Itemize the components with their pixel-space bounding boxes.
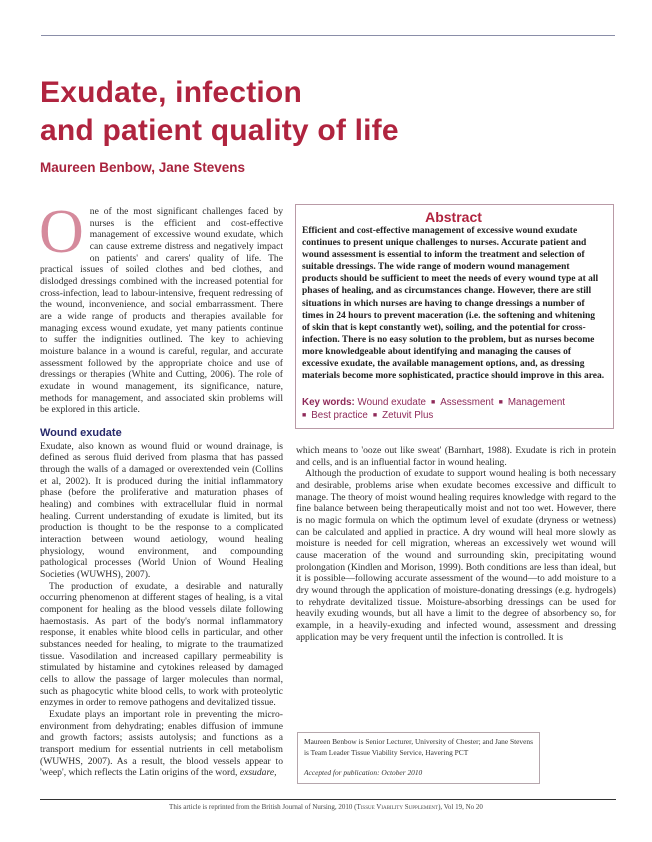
author-bio-box xyxy=(297,732,540,784)
footer-prefix: This article is reprinted from the British Journal of Nursing, 2010 ( xyxy=(169,803,357,811)
keyword: Management xyxy=(507,397,566,409)
bullet-icon: ■ xyxy=(498,399,503,407)
section-heading: Wound exudate xyxy=(40,426,122,439)
keyword: Assessment xyxy=(440,397,494,409)
drop-cap: O xyxy=(39,198,84,266)
bullet-icon: ■ xyxy=(431,399,436,407)
keywords-label: Key words: xyxy=(302,397,355,409)
body-paragraph xyxy=(40,709,283,779)
keyword: Wound exudate xyxy=(357,397,426,409)
latin-term: exsudare, xyxy=(239,767,277,779)
intro-text: ne of the most significant challenges faced by nurses is the efficient and cost-effective management of excessive wound exudate, which can cause extreme distress and negatively impact on patients' and carers' quality of life. The practical issues of soiled clothes and bed clothes, and dislodged dressings combined with the increased potential for cross-infection, lead to labour-intensive, frequent redressing of the wound, inconvenience, and social embarrassment. There are a wide range of products and therapies available for managing excess wound exudate, yet many patients continue to suffer the indignities outlined. The key to achieving moisture balance in a wound is careful, regular, and accurate assessment followed by the appropriate choice and use of dressings or therapies (White and Cutting, 2006). The role of exudate in wound management, its significance, nature, methods for management, and associated skin problems will be explored in this article. xyxy=(40,206,283,416)
article-authors: Maureen Benbow, Jane Stevens xyxy=(40,160,246,175)
footer-suffix: ), Vol 19, No 20 xyxy=(438,803,483,811)
abstract-box xyxy=(295,204,614,429)
left-column xyxy=(39,198,283,779)
bullet-icon: ■ xyxy=(372,412,378,420)
header-rule xyxy=(41,35,615,36)
body-paragraph: Exudate, also known as wound fluid or wound drainage, is defined as serous fluid derived from plasma that has passed through the walls of a damaged or overextended vein (Collins et al, 2002). It is produced during the initial inflammatory phase (before the proliferative and maturation phases of healing) and combines with extracellular fluid in normal healing. Current understanding of exudate is limited, but its production is thought to be the response to a complicated interaction between wound aetiology, wound healing physiology, wound environment, and compounding pathological processes (World Union of Wound Healing Societies (WUWHS), 2007). xyxy=(40,440,283,581)
footer-supplement: Tissue Viability Supplement xyxy=(356,803,439,811)
body-paragraph-text: Exudate plays an important role in preventing the micro-environment from dehydrating; enables diffusion of immune and growth factors; assists autolysis; and functions as a transport medium for essential nutrients in cell metabolism (WUWHS, 2007). As a result, the blood vessels appear to 'weep', which reflects the Latin origins of the word, xyxy=(40,708,283,779)
title-line-1: Exudate, infection xyxy=(40,76,302,109)
body-paragraph: Although the production of exudate to support wound healing is both necessary and desirable, problems arise when exudate becomes excessive and difficult to manage. The theory of moist wound healing requires knowledge with regard to the fine balance between being therapeutically moist and not too wet. However, there is no magic formula on which the optimum level of exudate (dryness or wetness) can be calculated and applied in practice. A dry wound will heal more slowly as moisture is needed for cell migration, whereas an excessively wet wound will cause maceration of the wound and surrounding skin, precipitating wound prolongation (Kindlen and Morison, 1999). Both conditions are less than ideal, but it is possible—following accurate assessment of the wound—to add moisture to a dry wound through the application of moisture-donating dressings (e.g. hydrogels) to rehydrate devitalized tissue. Moisture-absorbing dressings can be used for heavily exuding wounds, but all have a limit to the degree of absorbency so, for example, in a heavily-exuding and infected wound, assessment and dressing application may be very frequent until the infection is controlled. It is xyxy=(296,468,616,643)
abstract-body: Efficient and cost-effective management of excessive wound exudate continues to present unique challenges to nurses. Accurate patient and wound assessment is essential to inform the treatment and selection of suitable dressings. The wide range of modern wound management products should be sufficient to meet the needs of every wound type at all phases of healing, and as circumstances change. However, there are still situations in which nurses are having to change dressings a number of times in 24 hours to prevent maceration (i.e. the softening and whitening of skin that is kept constantly wet), soiling, and the potential for cross-infection. There is no easy solution to the problem, but as nurses become more knowledgeable about identifying and managing the causes of excessive exudate, the available management options, and, as dressing materials become more sophisticated, practice should improve in this area. xyxy=(302,226,605,382)
right-column xyxy=(296,445,616,643)
keyword: Best practice xyxy=(311,410,368,422)
accepted-date: Accepted for publication: October 2010 xyxy=(304,768,423,777)
title-line-2: and patient quality of life xyxy=(40,114,399,147)
body-paragraph: The production of exudate, a desirable and naturally occurring phenomenon at different stages of healing, is a vital component for healing as the blood vessels dilate following haemostasis. As part of the body's normal inflammatory response, it enables white blood cells in particular, and other substances needed for healing, to migrate to the traumatized tissue. Vasodilation and increased capillary permeability is stimulated by histamine and cytokines released by damaged cells to allow the passage of larger molecules than normal, such as phagocytic white blood cells, to work with proteolytic enzymes in order to remove pathogens and devitalized tissue. xyxy=(40,580,283,709)
keyword: Zetuvit Plus xyxy=(382,410,434,422)
abstract-heading: Abstract xyxy=(425,209,482,225)
intro-paragraph xyxy=(39,198,283,416)
body-paragraph: which means to 'ooze out like sweat' (Barnhart, 1988). Exudate is rich in protein and cells, and is an influential factor in wound healing. xyxy=(296,445,616,468)
footer-rule xyxy=(40,799,616,800)
article-title xyxy=(40,74,399,150)
keywords xyxy=(302,396,605,422)
bullet-icon: ■ xyxy=(302,412,307,420)
page-footer xyxy=(0,803,652,811)
author-bio: Maureen Benbow is Senior Lecturer, University of Chester; and Jane Stevens is Team Leader Tissue Viability Service, Havering PCT xyxy=(304,737,533,757)
